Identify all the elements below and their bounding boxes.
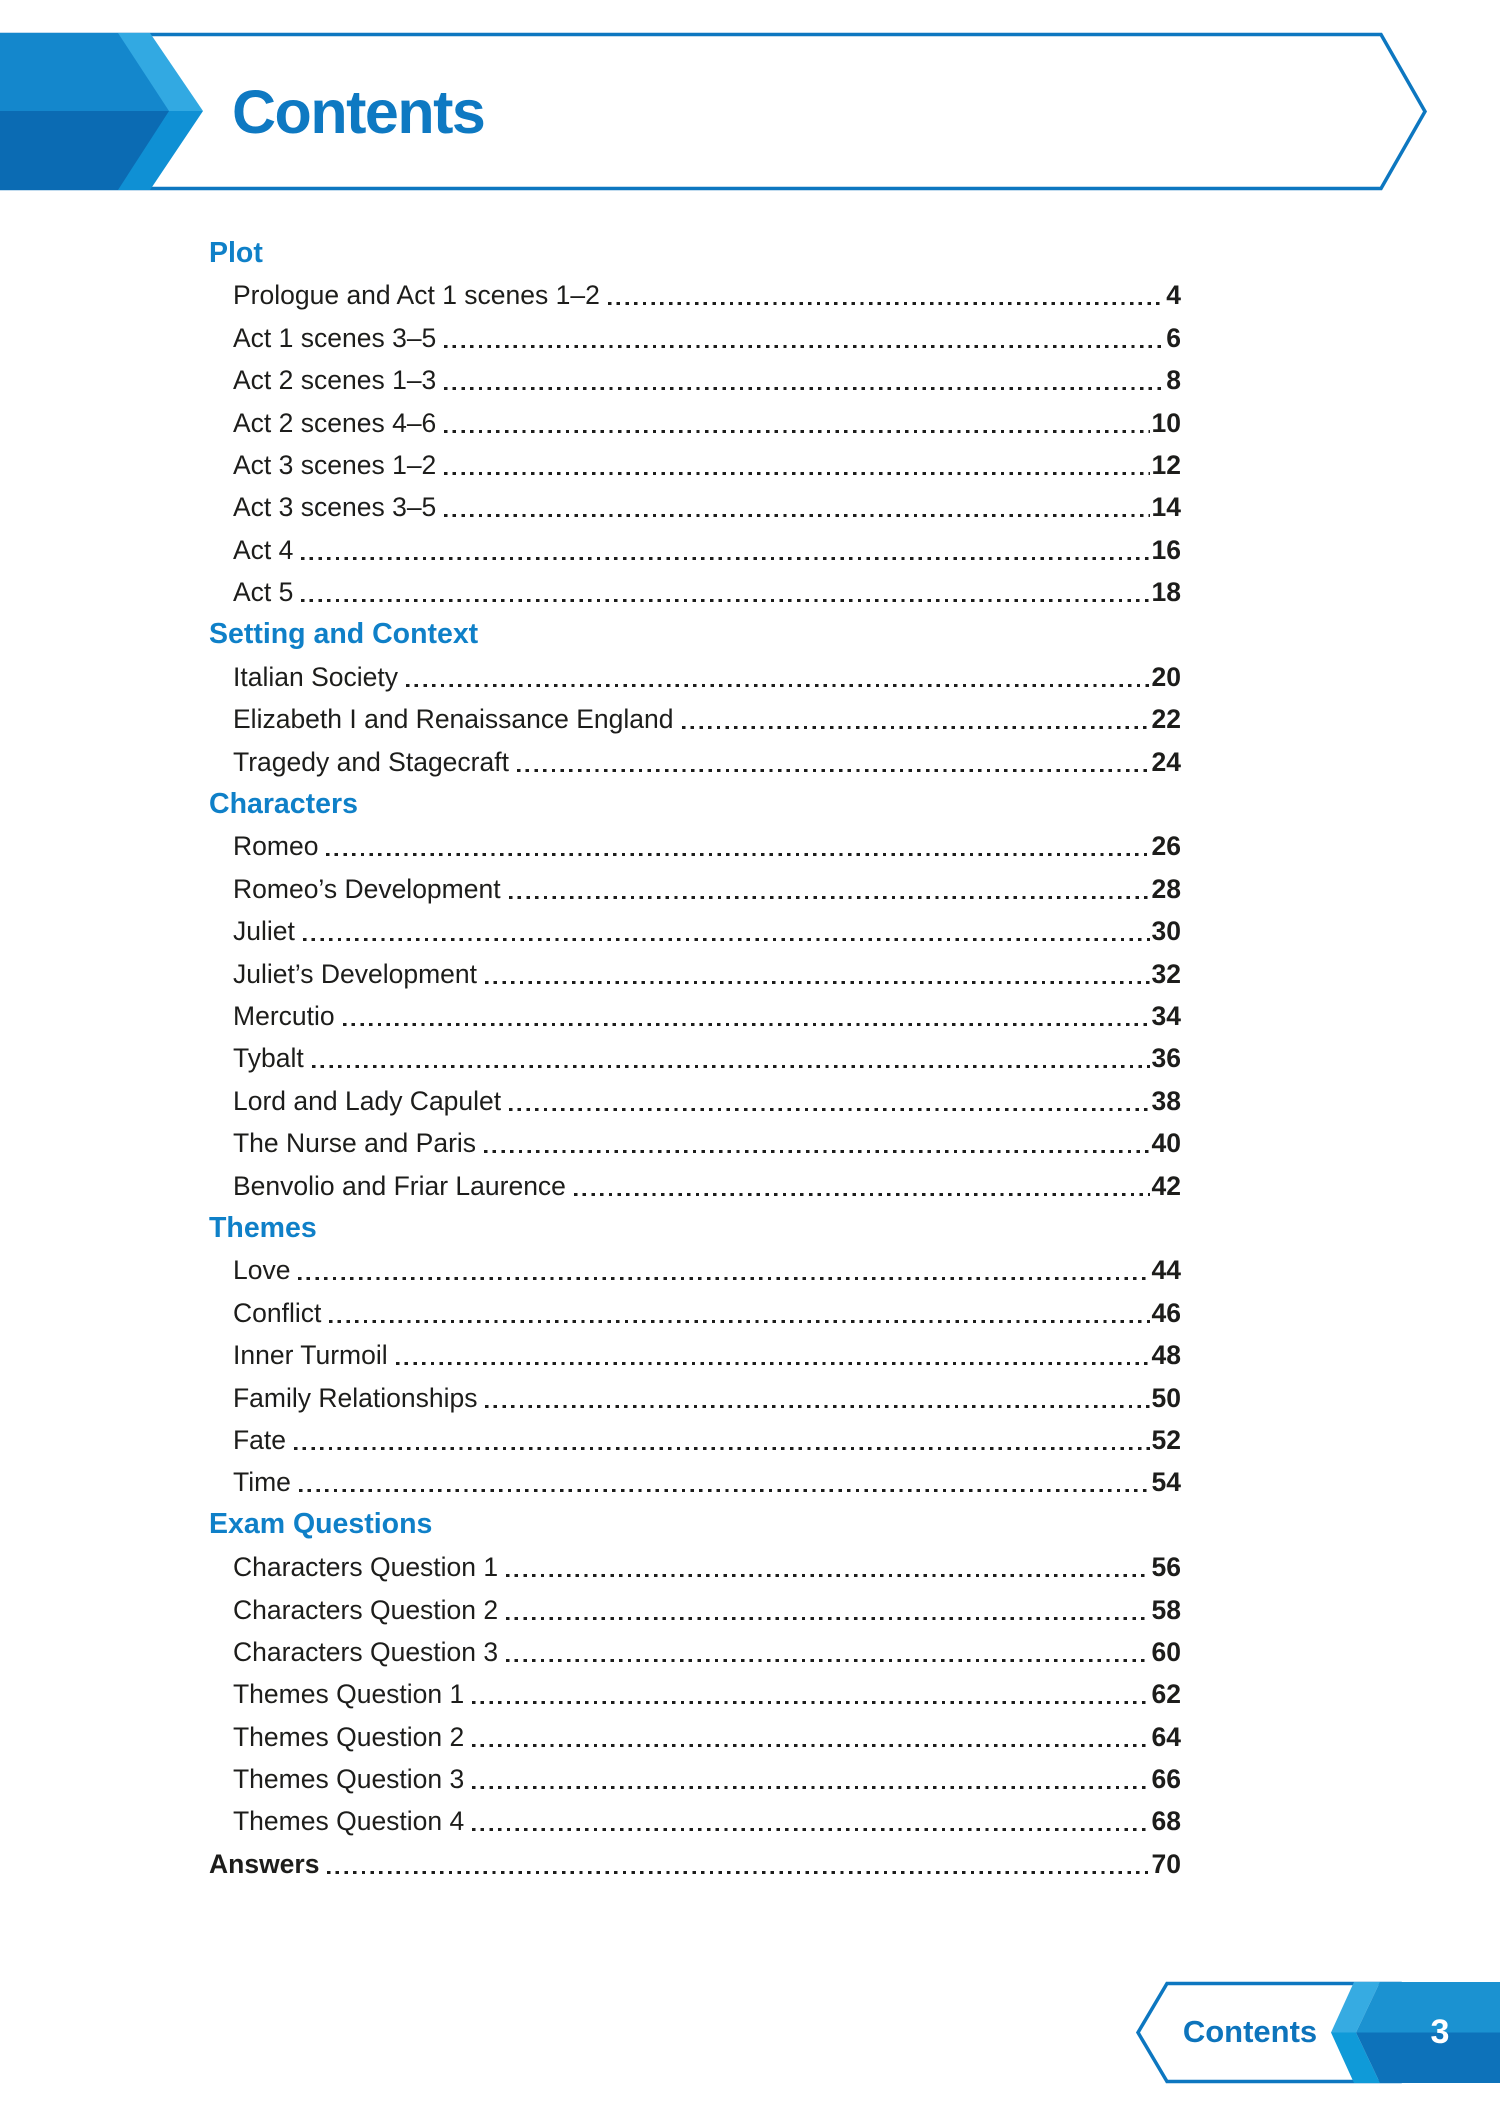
dot-leader-icon (298, 1249, 1149, 1291)
dot-leader-icon (301, 529, 1149, 571)
toc-entry-label: Benvolio and Friar Laurence (233, 1170, 566, 1201)
toc-entry (209, 1589, 1181, 1631)
dot-leader-icon (294, 1419, 1149, 1461)
section-heading: Themes (209, 1211, 317, 1244)
toc-entry (209, 995, 1181, 1037)
toc-entry (209, 656, 1181, 698)
dot-leader-icon (327, 1843, 1149, 1885)
toc-entry (209, 359, 1181, 401)
toc-entry-label: Mercutio (233, 1001, 335, 1032)
toc-entry (209, 1546, 1181, 1588)
dot-leader-icon (574, 1165, 1150, 1207)
dot-leader-icon (326, 825, 1149, 867)
page-number: 28 (1151, 873, 1181, 904)
toc-entry (209, 529, 1181, 571)
page-number: 18 (1151, 577, 1181, 608)
toc-entry-label: Themes Question 1 (233, 1679, 465, 1710)
page-number: 16 (1151, 534, 1181, 565)
toc-entry (209, 741, 1181, 783)
page-number: 52 (1151, 1424, 1181, 1455)
toc-entry (209, 444, 1181, 486)
toc-entry (209, 571, 1181, 613)
toc-entry-label: The Nurse and Paris (233, 1128, 477, 1159)
toc-entry-label: Answers (209, 1848, 320, 1879)
page-number: 36 (1151, 1043, 1181, 1074)
toc-entry-label: Tybalt (233, 1043, 304, 1074)
toc-entry-label: Family Relationships (233, 1382, 478, 1413)
toc-entry (209, 402, 1181, 444)
toc-entry (209, 1249, 1181, 1291)
dot-leader-icon (396, 1334, 1150, 1376)
toc-entry-label: Romeo (233, 831, 319, 862)
toc-entry-label: Themes Question 3 (233, 1764, 465, 1795)
toc-entry-label: Inner Turmoil (233, 1340, 388, 1371)
page-number: 58 (1151, 1594, 1181, 1625)
dot-leader-icon (444, 444, 1149, 486)
dot-leader-icon (506, 1589, 1149, 1631)
dot-leader-icon (608, 274, 1164, 316)
toc-entry (209, 1419, 1181, 1461)
page-number: 20 (1151, 661, 1181, 692)
page-number: 54 (1151, 1467, 1181, 1498)
page-number: 62 (1151, 1679, 1181, 1710)
page-number: 66 (1151, 1764, 1181, 1795)
toc-entry-label: Love (233, 1255, 291, 1286)
toc-entry-label: Act 5 (233, 577, 294, 608)
dot-leader-icon (485, 953, 1149, 995)
toc-entry-label: Romeo’s Development (233, 873, 501, 904)
dot-leader-icon (517, 741, 1150, 783)
section-heading: Exam Questions (209, 1508, 433, 1541)
section-heading: Characters (209, 787, 358, 820)
toc-entry-label: Characters Question 1 (233, 1552, 499, 1583)
dot-leader-icon (343, 995, 1150, 1037)
page-number: 38 (1151, 1085, 1181, 1116)
toc-entry-label: Elizabeth I and Renaissance England (233, 704, 674, 735)
page-number: 44 (1151, 1255, 1181, 1286)
page-number: 30 (1151, 916, 1181, 947)
page-number: 6 (1166, 322, 1181, 353)
toc-entry-label: Act 3 scenes 1–2 (233, 449, 437, 480)
toc-entry-label: Themes Question 4 (233, 1806, 465, 1837)
page-number: 26 (1151, 831, 1181, 862)
dot-leader-icon (472, 1758, 1149, 1800)
toc-entry (209, 698, 1181, 740)
section-heading: Plot (209, 236, 263, 269)
page-number: 60 (1151, 1636, 1181, 1667)
page-number: 68 (1151, 1806, 1181, 1837)
page-number: 24 (1151, 746, 1181, 777)
dot-leader-icon (299, 1461, 1150, 1503)
footer-page-number: 3 (1430, 2012, 1450, 2051)
page-number: 10 (1151, 407, 1181, 438)
toc-entry-label: Conflict (233, 1297, 322, 1328)
toc-entry-label: Characters Question 3 (233, 1636, 499, 1667)
dot-leader-icon (406, 656, 1150, 698)
toc-entry (209, 825, 1181, 867)
toc-entry (209, 274, 1181, 316)
toc-entry-label: Characters Question 2 (233, 1594, 499, 1625)
dot-leader-icon (485, 1377, 1149, 1419)
toc-entry-label: Act 4 (233, 534, 294, 565)
toc-entry-label: Tragedy and Stagecraft (233, 746, 509, 777)
dot-leader-icon (444, 359, 1164, 401)
toc-entry-label: Act 1 scenes 3–5 (233, 322, 437, 353)
dot-leader-icon (312, 1037, 1150, 1079)
dot-leader-icon (444, 486, 1149, 528)
toc-entry (209, 953, 1181, 995)
toc-entry-label: Act 2 scenes 4–6 (233, 407, 437, 438)
dot-leader-icon (484, 1122, 1149, 1164)
dot-leader-icon (506, 1631, 1149, 1673)
dot-leader-icon (444, 402, 1149, 444)
toc-entry-label: Act 3 scenes 3–5 (233, 492, 437, 523)
toc-entry (209, 1292, 1181, 1334)
dot-leader-icon (509, 868, 1150, 910)
page-number: 12 (1151, 449, 1181, 480)
toc-entry-label: Juliet’s Development (233, 958, 478, 989)
toc (209, 232, 1181, 1885)
page-number: 48 (1151, 1340, 1181, 1371)
toc-entry (209, 1080, 1181, 1122)
toc-entry (209, 1122, 1181, 1164)
toc-entry-label: Italian Society (233, 661, 398, 692)
page-number: 4 (1166, 280, 1181, 311)
page-number: 40 (1151, 1128, 1181, 1159)
toc-entry-label: Act 2 scenes 1–3 (233, 365, 437, 396)
page-number: 42 (1151, 1170, 1181, 1201)
page-number: 8 (1166, 365, 1181, 396)
toc-entry-label: Time (233, 1467, 291, 1498)
toc-entry (209, 910, 1181, 952)
page-title: Contents (232, 78, 485, 146)
dot-leader-icon (472, 1716, 1149, 1758)
page-number: 56 (1151, 1552, 1181, 1583)
page-number: 22 (1151, 704, 1181, 735)
toc-entry (209, 1716, 1181, 1758)
toc-entry-label: Themes Question 2 (233, 1721, 465, 1752)
header-banner (0, 35, 1425, 189)
dot-leader-icon (444, 317, 1164, 359)
toc-entry (209, 1631, 1181, 1673)
toc-entry (209, 868, 1181, 910)
toc-entry (209, 1165, 1181, 1207)
section-heading: Setting and Context (209, 618, 479, 651)
toc-entry-label: Juliet (233, 916, 295, 947)
dot-leader-icon (301, 571, 1149, 613)
toc-entry (209, 486, 1181, 528)
dot-leader-icon (303, 910, 1150, 952)
toc-entry-label: Prologue and Act 1 scenes 1–2 (233, 280, 600, 311)
dot-leader-icon (509, 1080, 1149, 1122)
page-number: 34 (1151, 1001, 1181, 1032)
page-number: 46 (1151, 1297, 1181, 1328)
toc-entry (209, 1037, 1181, 1079)
toc-entry (209, 317, 1181, 359)
toc-entry (209, 1334, 1181, 1376)
page-number: 70 (1151, 1848, 1181, 1879)
answers-row (209, 1843, 1181, 1885)
toc-entry-label: Fate (233, 1424, 287, 1455)
toc-entry (209, 1800, 1181, 1842)
dot-leader-icon (472, 1800, 1149, 1842)
page-number: 14 (1151, 492, 1181, 523)
dot-leader-icon (472, 1673, 1149, 1715)
page-number: 64 (1151, 1721, 1181, 1752)
toc-entry (209, 1461, 1181, 1503)
toc-entry (209, 1758, 1181, 1800)
dot-leader-icon (329, 1292, 1149, 1334)
dot-leader-icon (506, 1546, 1149, 1588)
footer-contents-label: Contents (1182, 2014, 1318, 2049)
toc-entry (209, 1673, 1181, 1715)
toc-entry-label: Lord and Lady Capulet (233, 1085, 502, 1116)
dot-leader-icon (682, 698, 1150, 740)
page-number: 50 (1151, 1382, 1181, 1413)
page-number: 32 (1151, 958, 1181, 989)
toc-entry (209, 1377, 1181, 1419)
